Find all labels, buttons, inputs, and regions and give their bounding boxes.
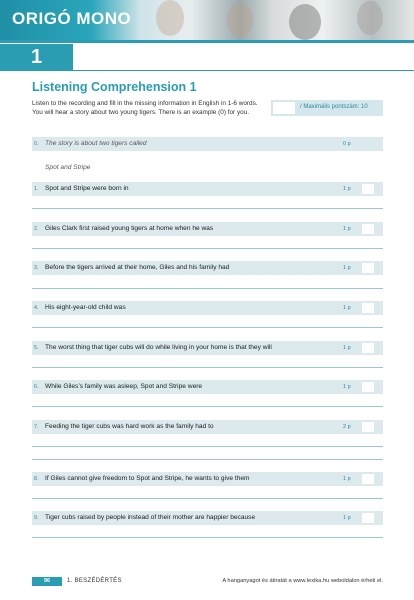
header-rule (0, 40, 414, 43)
answer-line[interactable] (32, 208, 383, 209)
question-text: Giles Clark first raised young tigers at home when he was (45, 225, 214, 232)
answer-line[interactable] (32, 446, 383, 447)
question-row-5 (32, 341, 383, 355)
question-number: 6. (34, 384, 39, 390)
question-points: 2 p (343, 424, 351, 430)
header-photo-strip (130, 0, 414, 40)
example-points: 0 p (343, 141, 351, 147)
question-points: 1 p (343, 515, 351, 521)
example-question: The story is about two tigers called (45, 140, 147, 147)
score-box[interactable] (362, 224, 374, 234)
question-number: 9. (34, 515, 39, 521)
question-number: 4. (34, 305, 39, 311)
question-points: 1 p (343, 345, 351, 351)
question-row-1 (32, 182, 383, 196)
answer-line[interactable] (32, 288, 383, 289)
question-number: 2. (34, 226, 39, 232)
task-number: 1 (0, 44, 73, 71)
example-number: 0. (34, 141, 39, 147)
answer-line[interactable] (32, 248, 383, 249)
section-title: Listening Comprehension 1 (32, 80, 197, 94)
score-box[interactable] (362, 474, 374, 484)
max-score-label: / Maximális pontszám: 10 (300, 104, 368, 110)
question-row-9 (32, 511, 383, 525)
question-number: 1. (34, 186, 39, 192)
page-number: 96 (32, 577, 62, 586)
question-number: 3. (34, 265, 39, 271)
question-points: 1 p (343, 384, 351, 390)
question-number: 5. (34, 345, 39, 351)
question-row-7 (32, 420, 383, 434)
answer-line[interactable] (32, 406, 383, 407)
score-box[interactable] (362, 382, 374, 392)
example-answer: Spot and Stripe (45, 164, 91, 171)
question-text: Tiger cubs raised by people instead of their mother are happier because (45, 514, 256, 521)
question-text: Before the tigers arrived at their home, Giles and his family had (45, 264, 230, 271)
question-text: Feeding the tiger cubs was hard work as the family had to (45, 423, 214, 430)
question-points: 1 p (343, 305, 351, 311)
question-text: If Giles cannot give freedom to Spot and Stripe, he wants to give them (45, 475, 250, 482)
question-row-4 (32, 301, 383, 315)
score-box[interactable] (362, 303, 374, 313)
score-box[interactable] (362, 343, 374, 353)
score-box[interactable] (362, 422, 374, 432)
score-input[interactable] (273, 102, 295, 114)
answer-line[interactable] (32, 459, 383, 460)
score-box[interactable] (362, 513, 374, 523)
score-box[interactable] (362, 184, 374, 194)
question-row-3 (32, 261, 383, 275)
question-text: Spot and Stripe were born in (45, 185, 129, 192)
book-title: ORIGÓ MONO (12, 9, 132, 28)
task-number-rule (73, 70, 414, 71)
header-banner (0, 0, 414, 40)
question-row-2 (32, 222, 383, 236)
footer-note: A hanganyagot és átiratát a www.lexika.hu weboldalon érheti el. (222, 578, 383, 584)
question-number: 8. (34, 476, 39, 482)
question-number: 7. (34, 424, 39, 430)
question-row-8 (32, 472, 383, 486)
question-text: The worst thing that tiger cubs will do while living in your home is that they will (45, 344, 272, 351)
answer-line[interactable] (32, 498, 383, 499)
answer-line[interactable] (32, 367, 383, 368)
question-points: 1 p (343, 186, 351, 192)
question-text: While Giles’s family was asleep, Spot and Stripe were (45, 383, 203, 390)
answer-line[interactable] (32, 327, 383, 328)
question-points: 1 p (343, 476, 351, 482)
footer-section-label: 1. BESZÉDÉRTÉS (67, 578, 122, 584)
question-text: His eight-year-old child was (45, 304, 126, 311)
task-instructions: Listen to the recording and fill in the missing information in English in 1-6 words. You will hear a story about two young tigers. There is an example (0) for you. (32, 100, 258, 116)
question-row-6 (32, 380, 383, 394)
example-row (32, 137, 383, 151)
question-points: 1 p (343, 265, 351, 271)
question-points: 1 p (343, 226, 351, 232)
answer-line[interactable] (32, 537, 383, 538)
score-box[interactable] (362, 263, 374, 273)
